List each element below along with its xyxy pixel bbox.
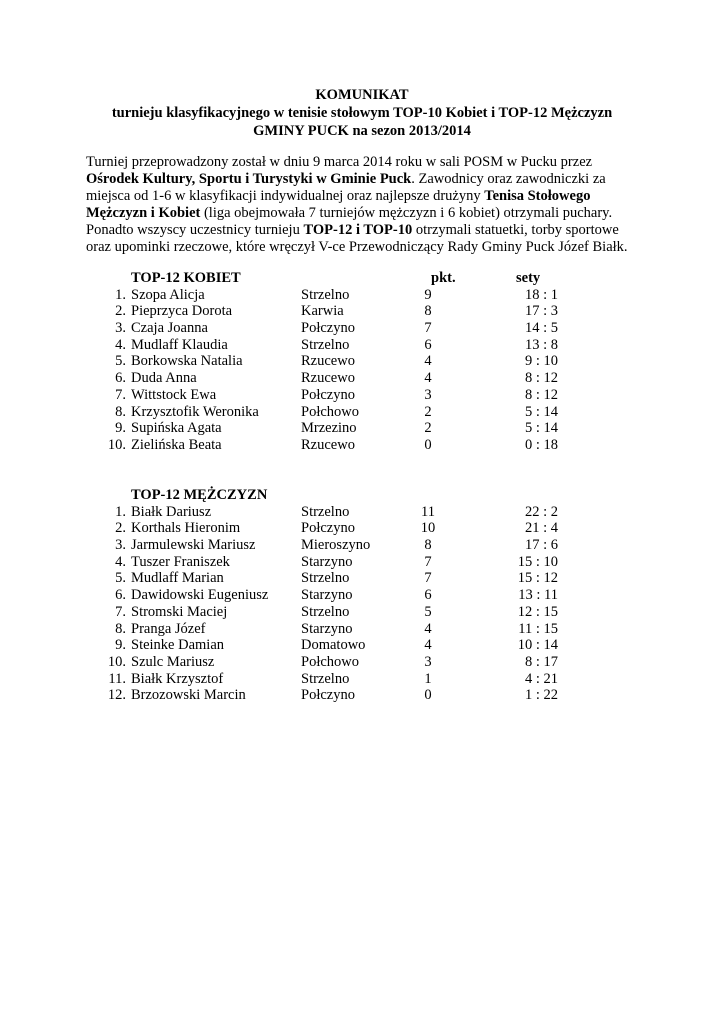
- player-name: Steinke Damian: [131, 637, 225, 654]
- player-town: Połczyno: [301, 687, 355, 704]
- player-town: Starzyno: [301, 620, 353, 637]
- player-sets: 5 : 14: [524, 403, 558, 420]
- intro-bold-team: Tenisa Stołowego: [484, 188, 591, 204]
- rank-number: 9.: [115, 420, 126, 437]
- rank-number: 4.: [115, 553, 126, 570]
- player-sets: 14 : 5: [524, 320, 558, 337]
- player-points: 3: [424, 386, 432, 403]
- player-name: Brzozowski Marcin: [131, 687, 246, 704]
- men-ranking-table: [0, 487, 724, 704]
- player-name: Czaja Joanna: [131, 320, 208, 337]
- intro-line: [86, 154, 666, 171]
- rank-number: 8.: [115, 620, 126, 637]
- player-sets: 22 : 2: [524, 503, 558, 520]
- intro-line: [86, 188, 666, 205]
- player-town: Strzelno: [301, 286, 350, 303]
- points-column-header: pkt.: [431, 270, 456, 286]
- heading-season: GMINY PUCK na sezon 2013/2014: [253, 123, 471, 139]
- player-name: Zielińska Beata: [131, 436, 222, 453]
- rank-number: 10.: [107, 436, 126, 453]
- intro-line: [86, 222, 666, 239]
- player-sets: 13 : 8: [524, 336, 558, 353]
- rank-number: 6.: [115, 370, 126, 387]
- women-rows: [0, 287, 724, 454]
- player-name: Stromski Maciej: [131, 603, 228, 620]
- player-town: Rzucewo: [301, 353, 355, 370]
- rank-number: 7.: [115, 386, 126, 403]
- player-points: 9: [424, 286, 432, 303]
- player-points: 5: [424, 603, 432, 620]
- player-points: 8: [424, 303, 432, 320]
- player-town: Połczyno: [301, 320, 355, 337]
- rank-number: 10.: [107, 653, 126, 670]
- men-table-header: [0, 487, 724, 504]
- player-points: 0: [424, 687, 432, 704]
- player-name: Supińska Agata: [131, 420, 222, 437]
- player-sets: 11 : 15: [518, 620, 558, 637]
- rank-number: 8.: [115, 403, 126, 420]
- document-heading: [0, 86, 724, 140]
- player-sets: 18 : 1: [524, 286, 558, 303]
- heading-title: KOMUNIKAT: [315, 87, 409, 103]
- player-points: 7: [424, 553, 432, 570]
- player-name: Dawidowski Eugeniusz: [131, 587, 269, 604]
- rank-number: 7.: [115, 603, 126, 620]
- player-name: Wittstock Ewa: [131, 386, 217, 403]
- rank-number: 6.: [115, 587, 126, 604]
- player-sets: 9 : 10: [524, 353, 558, 370]
- player-points: 8: [424, 537, 432, 554]
- player-points: 3: [424, 653, 432, 670]
- player-sets: 1 : 22: [524, 687, 558, 704]
- player-name: Tuszer Franiszek: [131, 553, 230, 570]
- intro-line: [86, 171, 666, 188]
- table-row: [0, 671, 724, 688]
- player-sets: 8 : 12: [524, 386, 558, 403]
- player-sets: 12 : 15: [517, 603, 558, 620]
- player-name: Szopa Alicja: [131, 286, 205, 303]
- player-points: 6: [424, 587, 432, 604]
- player-sets: 10 : 14: [517, 637, 558, 654]
- player-points: 7: [424, 320, 432, 337]
- intro-bold-team: Mężczyzn i Kobiet: [86, 205, 201, 221]
- player-points: 10: [420, 520, 436, 537]
- player-town: Starzyno: [301, 587, 353, 604]
- player-town: Mrzezino: [301, 420, 357, 437]
- player-sets: 0 : 18: [524, 436, 558, 453]
- player-town: Domatowo: [301, 637, 366, 654]
- player-town: Strzelno: [301, 570, 350, 587]
- rank-number: 12.: [107, 687, 126, 704]
- intro-line: [86, 239, 666, 256]
- table-row: [0, 570, 724, 587]
- men-rows: [0, 504, 724, 704]
- player-town: Strzelno: [301, 603, 350, 620]
- rank-number: 3.: [115, 320, 126, 337]
- player-name: Pranga Józef: [131, 620, 206, 637]
- player-points: 4: [424, 353, 432, 370]
- player-name: Jarmulewski Mariusz: [131, 537, 256, 554]
- table-row: [0, 370, 724, 387]
- player-town: Rzucewo: [301, 436, 355, 453]
- intro-text: otrzymali statuetki, torby sportowe: [412, 222, 619, 238]
- player-town: Połczyno: [301, 386, 355, 403]
- player-sets: 17 : 3: [524, 303, 558, 320]
- intro-text: Turniej przeprowadzony został w dniu 9 marca 2014 roku w sali POSM w Pucku przez: [86, 154, 593, 170]
- rank-number: 2.: [115, 303, 126, 320]
- player-town: Strzelno: [301, 336, 350, 353]
- player-sets: 4 : 21: [524, 670, 558, 687]
- rank-number: 1.: [115, 286, 126, 303]
- player-name: Borkowska Natalia: [131, 353, 243, 370]
- table-row: [0, 621, 724, 638]
- player-sets: 8 : 17: [524, 653, 558, 670]
- rank-number: 11.: [108, 670, 126, 687]
- player-town: Strzelno: [301, 670, 350, 687]
- table-row: [0, 537, 724, 554]
- table-row: [0, 437, 724, 454]
- rank-number: 1.: [115, 503, 126, 520]
- table-row: [0, 587, 724, 604]
- intro-bold-tournament: TOP-12 i TOP-10: [303, 222, 413, 238]
- women-table-header: [0, 270, 724, 287]
- table-row: [0, 320, 724, 337]
- player-name: Białk Dariusz: [131, 503, 212, 520]
- men-table-title: TOP-12 MĘŻCZYZN: [131, 487, 268, 503]
- table-row: [0, 353, 724, 370]
- heading-subtitle: turnieju klasyfikacyjnego w tenisie stołowym TOP-10 Kobiet i TOP-12 Mężczyzn: [111, 105, 613, 121]
- table-row: [0, 554, 724, 571]
- intro-text: Ponadto wszyscy uczestnicy turnieju: [86, 222, 304, 238]
- table-row: [0, 504, 724, 521]
- player-sets: 15 : 10: [517, 553, 558, 570]
- player-points: 11: [421, 503, 435, 520]
- intro-text: (liga obejmowała 7 turniejów mężczyzn i 6 kobiet) otrzymali puchary.: [200, 205, 613, 221]
- player-name: Duda Anna: [131, 370, 197, 387]
- player-points: 2: [424, 420, 432, 437]
- table-row: [0, 420, 724, 437]
- rank-number: 5.: [115, 353, 126, 370]
- player-sets: 17 : 6: [524, 537, 558, 554]
- intro-line: [86, 205, 666, 222]
- player-sets: 8 : 12: [524, 370, 558, 387]
- player-town: Mieroszyno: [301, 537, 371, 554]
- player-points: 0: [424, 436, 432, 453]
- table-row: [0, 287, 724, 304]
- rank-number: 4.: [115, 336, 126, 353]
- player-town: Połchowo: [301, 403, 359, 420]
- player-points: 1: [424, 670, 432, 687]
- intro-text: miejsca od 1-6 w klasyfikacji indywidualnej oraz najlepsze drużyny: [86, 188, 485, 204]
- player-points: 4: [424, 370, 432, 387]
- table-row: [0, 654, 724, 671]
- player-name: Korthals Hieronim: [131, 520, 241, 537]
- player-sets: 13 : 11: [518, 587, 558, 604]
- player-sets: 15 : 12: [517, 570, 558, 587]
- intro-paragraph: [86, 154, 666, 256]
- player-town: Karwia: [301, 303, 344, 320]
- intro-text: . Zawodnicy oraz zawodniczki za: [411, 171, 606, 187]
- player-points: 4: [424, 637, 432, 654]
- table-row: [0, 404, 724, 421]
- player-name: Mudlaff Klaudia: [131, 336, 228, 353]
- rank-number: 3.: [115, 537, 126, 554]
- rank-number: 9.: [115, 637, 126, 654]
- player-town: Starzyno: [301, 553, 353, 570]
- table-row: [0, 303, 724, 320]
- women-ranking-table: [0, 270, 724, 454]
- women-table-title: TOP-12 KOBIET: [131, 270, 241, 286]
- player-name: Białk Krzysztof: [131, 670, 224, 687]
- table-row: [0, 520, 724, 537]
- player-points: 4: [424, 620, 432, 637]
- player-name: Pieprzyca Dorota: [131, 303, 233, 320]
- player-sets: 5 : 14: [524, 420, 558, 437]
- table-row: [0, 637, 724, 654]
- intro-bold-organizer: Ośrodek Kultury, Sportu i Turystyki w Gminie Puck: [86, 171, 412, 187]
- table-row: [0, 387, 724, 404]
- player-town: Połczyno: [301, 520, 355, 537]
- intro-text: oraz upominki rzeczowe, które wręczył V-ce Przewodniczący Rady Gminy Puck Józef Białk.: [86, 239, 628, 255]
- player-sets: 21 : 4: [524, 520, 558, 537]
- player-points: 7: [424, 570, 432, 587]
- player-points: 2: [424, 403, 432, 420]
- player-name: Szulc Mariusz: [131, 653, 215, 670]
- player-name: Krzysztofik Weronika: [131, 403, 259, 420]
- player-town: Połchowo: [301, 653, 359, 670]
- player-name: Mudlaff Marian: [131, 570, 224, 587]
- sets-column-header: sety: [516, 270, 541, 286]
- table-row: [0, 337, 724, 354]
- player-points: 6: [424, 336, 432, 353]
- table-row: [0, 604, 724, 621]
- rank-number: 2.: [115, 520, 126, 537]
- player-town: Strzelno: [301, 503, 350, 520]
- rank-number: 5.: [115, 570, 126, 587]
- table-row: [0, 687, 724, 704]
- player-town: Rzucewo: [301, 370, 355, 387]
